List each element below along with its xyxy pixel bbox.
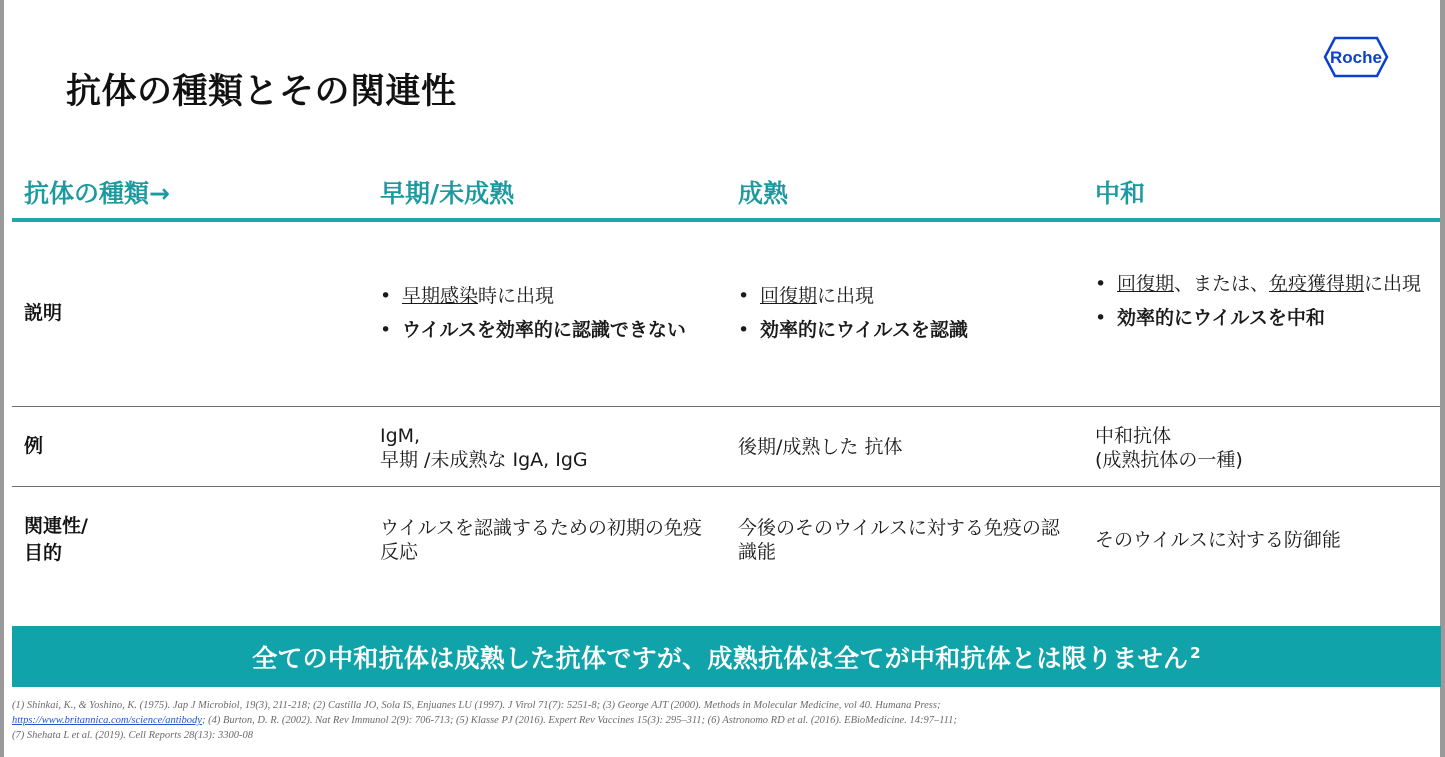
cell-line: 後期/成熟した 抗体	[738, 436, 903, 458]
description-mature-list	[738, 285, 1078, 353]
header-mature: 成熟	[738, 179, 789, 208]
table-header-row	[12, 166, 1440, 222]
reference-line	[12, 713, 1432, 728]
list-item: • 効率的にウイルスを認識	[738, 319, 1078, 341]
relevance-neutralizing-cell	[1095, 528, 1341, 552]
example-mature-cell	[738, 435, 902, 459]
list-item-text: に出現	[1364, 273, 1422, 295]
description-neutralizing-list	[1095, 273, 1435, 341]
underlined-term: 免疫獲得期	[1269, 273, 1365, 295]
row-label-relevance	[24, 513, 88, 567]
relevance-mature-cell	[738, 516, 1060, 564]
roche-logo	[1315, 34, 1397, 80]
reference-text: ; (4) Burton, D. R. (2002). Nat Rev Immunol 2(9): 706-713; (5) Klasse PJ (2016). Expert Rev Vaccines 15(3): 295–311; (6) Astronomo RD et al. (2016). EBioMedicine. 14:97–111;	[201, 715, 957, 726]
cell-line: 反応	[380, 541, 419, 563]
list-item-text: に出現	[817, 285, 875, 307]
key-message-banner	[12, 626, 1441, 687]
left-frame-border	[0, 0, 4, 757]
row-label-example: 例	[24, 435, 44, 457]
reference-line: (7) Shehata L et al. (2019). Cell Reports 28(13): 3300-08	[12, 730, 253, 741]
row-divider	[12, 406, 1440, 407]
row-label-line: 関連性/	[24, 515, 88, 537]
header-neutralizing: 中和	[1095, 179, 1146, 208]
cell-line: 早期 /未成熟な IgA, IgG	[380, 449, 588, 471]
description-early-list	[380, 285, 720, 353]
banner-text: 全ての中和抗体は成熟した抗体ですが、成熟抗体は全てが中和抗体とは限りません	[252, 643, 1189, 673]
example-early-cell	[380, 424, 588, 472]
cell-line: 識能	[738, 541, 777, 563]
list-item: • 効率的にウイルスを中和	[1095, 307, 1435, 329]
header-antibody-type: 抗体の種類→	[24, 179, 170, 208]
references	[12, 698, 1432, 743]
cell-line: (成熟抗体の一種)	[1095, 449, 1243, 471]
cell-line: ウイルスを認識するための初期の免疫	[380, 517, 702, 539]
list-item	[380, 285, 720, 307]
list-item	[738, 285, 1078, 307]
britannica-link[interactable]: https://www.britannica.com/science/antibody	[12, 715, 202, 726]
cell-line: そのウイルスに対する防御能	[1095, 529, 1341, 551]
roche-logo-text: Roche	[1330, 48, 1382, 67]
row-divider	[12, 486, 1440, 487]
roche-logo-hexagon	[1315, 34, 1397, 80]
row-label-line: 目的	[24, 542, 63, 564]
underlined-term: 早期感染	[402, 285, 479, 307]
example-neutralizing-cell	[1095, 424, 1243, 472]
header-early-immature: 早期/未成熟	[380, 179, 515, 208]
relevance-early-cell	[380, 516, 702, 564]
banner-footnote-ref: 2	[1190, 643, 1201, 662]
list-item-text: 時に出現	[478, 285, 555, 307]
list-item: • ウイルスを効率的に認識できない	[380, 319, 720, 341]
cell-line: 今後のそのウイルスに対する免疫の認	[738, 517, 1060, 539]
list-item-text: 、または、	[1174, 273, 1270, 295]
list-item	[1095, 273, 1435, 295]
cell-line: 中和抗体	[1095, 425, 1172, 447]
underlined-term: 回復期	[1117, 273, 1175, 295]
slide-title: 抗体の種類とその関連性	[66, 72, 457, 112]
cell-line: IgM,	[380, 425, 421, 447]
reference-line: (1) Shinkai, K., & Yoshino, K. (1975). Jap J Microbiol, 19(3), 211-218; (2) Castilla JO, Sola IS, Enjuanes LU (1997). J Virol 71(7): 5251-8; (3) George AJT (2000). Methods in Molecular Medicine, vol 40. Humana Press;	[12, 700, 941, 711]
row-label-description: 説明	[24, 302, 63, 324]
underlined-term: 回復期	[760, 285, 818, 307]
